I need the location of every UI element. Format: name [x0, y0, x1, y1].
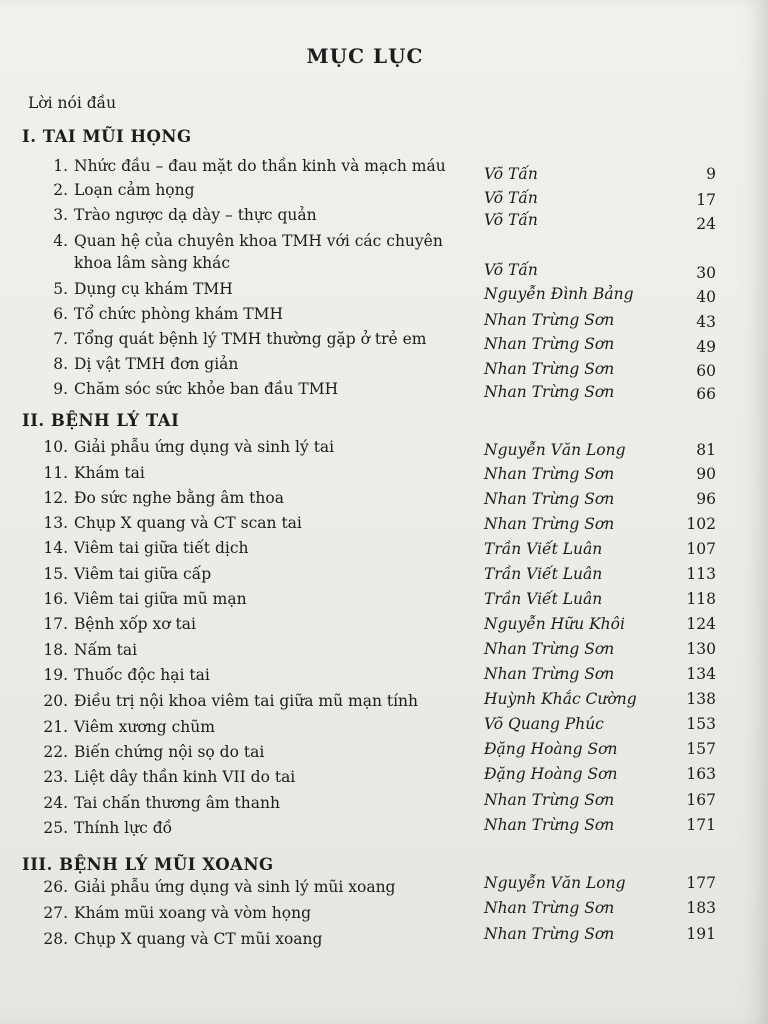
toc-row[interactable]	[0, 206, 760, 232]
toc-title: Điều trị nội khoa viêm tai giữa mũ mạn tính	[74, 692, 419, 710]
toc-number: 21.	[43, 718, 68, 736]
toc-number: 20.	[43, 692, 68, 710]
toc-row[interactable]	[0, 765, 760, 794]
section-heading: I. TAI MŨI HỌNG	[22, 127, 192, 146]
toc-page: 191	[686, 925, 716, 943]
toc-author: Nhan Trừng Sơn	[484, 360, 615, 378]
toc-author: Nguyễn Đình Bảng	[484, 285, 634, 303]
toc-page: 40	[696, 288, 716, 306]
toc-row[interactable]	[0, 464, 760, 490]
toc-row[interactable]	[0, 330, 760, 356]
toc-author: Nguyễn Hữu Khôi	[484, 615, 625, 633]
toc-title: Tổ chức phòng khám TMH	[74, 305, 284, 323]
toc-author: Võ Tấn	[484, 165, 538, 183]
toc-page: 107	[686, 540, 716, 558]
toc-page: 183	[686, 899, 716, 917]
toc-author: Võ Tấn	[484, 211, 538, 229]
toc-title: Chăm sóc sức khỏe ban đầu TMH	[74, 380, 339, 398]
toc-number: 27.	[43, 904, 68, 922]
toc-page: 102	[686, 515, 716, 533]
toc-title: Quan hệ của chuyên khoa TMH với các chuyên	[74, 232, 443, 250]
toc-page: 9	[706, 165, 716, 183]
toc-page: 157	[686, 740, 716, 758]
toc-page: 163	[686, 765, 716, 783]
toc-title: Liệt dây thần kinh VII do tai	[74, 768, 296, 786]
section-heading: III. BỆNH LÝ MŨI XOANG	[22, 855, 274, 874]
toc-page: 60	[696, 362, 716, 380]
toc-page: 134	[686, 665, 716, 683]
toc-title-continued: khoa lâm sàng khác	[74, 254, 231, 272]
toc-author: Nhan Trừng Sơn	[484, 640, 615, 658]
toc-number: 19.	[43, 666, 68, 684]
toc-row[interactable]	[0, 816, 760, 845]
toc-row[interactable]	[0, 641, 760, 667]
toc-row[interactable]	[0, 539, 760, 565]
toc-number: 7.	[53, 330, 68, 348]
page-title: MỤC LỤC	[306, 44, 424, 68]
toc-title: Viêm xương chũm	[74, 718, 215, 736]
toc-number: 26.	[43, 878, 68, 896]
toc-page: 118	[686, 590, 716, 608]
toc-row[interactable]	[0, 791, 760, 820]
toc-row[interactable]	[0, 305, 760, 331]
toc-row[interactable]	[0, 590, 760, 616]
toc-author: Võ Tấn	[484, 189, 538, 207]
toc-row[interactable]	[0, 692, 760, 718]
toc-author: Nhan Trừng Sơn	[484, 465, 615, 483]
toc-row[interactable]	[0, 899, 760, 930]
toc-page: 24	[696, 215, 716, 233]
section-heading: II. BỆNH LÝ TAI	[22, 411, 180, 430]
toc-row[interactable]	[0, 514, 760, 540]
toc-number: 13.	[43, 514, 68, 532]
toc-title: Khám tai	[74, 464, 145, 482]
toc-author: Trần Viết Luân	[484, 565, 603, 583]
toc-title: Tổng quát bệnh lý TMH thường gặp ở trẻ em	[74, 330, 427, 348]
toc-title: Thuốc độc hại tai	[74, 666, 210, 684]
toc-number: 8.	[53, 355, 68, 373]
toc-title: Dị vật TMH đơn giản	[74, 355, 239, 373]
toc-number: 3.	[53, 206, 68, 224]
toc-number: 5.	[53, 280, 68, 298]
toc-author: Nhan Trừng Sơn	[484, 490, 615, 508]
toc-author: Nhan Trừng Sơn	[484, 925, 615, 943]
toc-author: Nhan Trừng Sơn	[484, 311, 615, 329]
toc-number: 4.	[53, 232, 68, 250]
toc-title: Nấm tai	[74, 641, 138, 659]
toc-page: 90	[696, 465, 716, 483]
toc-title: Viêm tai giữa tiết dịch	[74, 539, 249, 557]
toc-number: 16.	[43, 590, 68, 608]
toc-number: 23.	[43, 768, 68, 786]
toc-page: 49	[696, 338, 716, 356]
toc-page: 113	[686, 565, 716, 583]
toc-number: 10.	[43, 438, 68, 456]
toc-number: 17.	[43, 615, 68, 633]
toc-author: Huỳnh Khắc Cường	[484, 690, 637, 708]
toc-row[interactable]	[0, 355, 760, 381]
toc-number: 1.	[53, 157, 68, 175]
toc-number: 24.	[43, 794, 68, 812]
toc-title: Giải phẫu ứng dụng và sinh lý tai	[74, 438, 335, 456]
toc-row[interactable]	[0, 489, 760, 515]
toc-row[interactable]	[0, 438, 760, 464]
toc-title: Trào ngược dạ dày – thực quản	[74, 206, 317, 224]
toc-title: Biến chứng nội sọ do tai	[74, 743, 265, 761]
toc-number: 15.	[43, 565, 68, 583]
toc-title: Viêm tai giữa cấp	[74, 565, 212, 583]
toc-author: Đặng Hoàng Sơn	[484, 740, 618, 758]
toc-number: 12.	[43, 489, 68, 507]
toc-page: 96	[696, 490, 716, 508]
toc-title: Bệnh xốp xơ tai	[74, 615, 196, 633]
toc-author: Nguyễn Văn Long	[484, 874, 626, 892]
toc-row[interactable]	[0, 565, 760, 591]
toc-author: Trần Viết Luân	[484, 540, 603, 558]
toc-page: 81	[696, 441, 716, 459]
toc-title: Tai chấn thương âm thanh	[74, 794, 280, 812]
preface-entry: Lời nói đầu	[28, 94, 117, 112]
toc-author: Đặng Hoàng Sơn	[484, 765, 618, 783]
toc-author: Nguyễn Văn Long	[484, 441, 626, 459]
toc-author: Nhan Trừng Sơn	[484, 383, 615, 401]
toc-author: Nhan Trừng Sơn	[484, 335, 615, 353]
toc-title: Khám mũi xoang và vòm họng	[74, 904, 311, 922]
toc-page: 177	[686, 874, 716, 892]
toc-row[interactable]	[0, 380, 760, 406]
toc-page: 153	[686, 715, 716, 733]
toc-page: 17	[696, 191, 716, 209]
toc-number: 9.	[53, 380, 68, 398]
toc-title: Chụp X quang và CT scan tai	[74, 514, 302, 532]
toc-number: 22.	[43, 743, 68, 761]
toc-title: Đo sức nghe bằng âm thoa	[74, 489, 284, 507]
toc-author: Nhan Trừng Sơn	[484, 515, 615, 533]
toc-row[interactable]	[0, 925, 760, 956]
toc-author: Nhan Trừng Sơn	[484, 816, 615, 834]
toc-title: Dụng cụ khám TMH	[74, 280, 233, 298]
toc-page: 138	[686, 690, 716, 708]
toc-author: Nhan Trừng Sơn	[484, 899, 615, 917]
toc-number: 25.	[43, 819, 68, 837]
toc-row[interactable]	[0, 715, 760, 744]
toc-number: 6.	[53, 305, 68, 323]
toc-page: 30	[696, 264, 716, 282]
toc-row[interactable]	[0, 666, 760, 692]
toc-author: Trần Viết Luân	[484, 590, 603, 608]
toc-title: Loạn cảm họng	[74, 181, 195, 199]
toc-number: 14.	[43, 539, 68, 557]
toc-title: Nhức đầu – đau mặt do thần kinh và mạch máu	[74, 157, 446, 175]
toc-title: Viêm tai giữa mũ mạn	[74, 590, 247, 608]
toc-page: 124	[686, 615, 716, 633]
toc-number: 28.	[43, 930, 68, 948]
toc-title: Giải phẫu ứng dụng và sinh lý mũi xoang	[74, 878, 396, 896]
toc-row[interactable]	[0, 181, 760, 207]
toc-page: 130	[686, 640, 716, 658]
toc-number: 11.	[43, 464, 68, 482]
toc-row[interactable]	[0, 157, 760, 183]
toc-row[interactable]	[0, 874, 760, 904]
toc-author: Nhan Trừng Sơn	[484, 665, 615, 683]
toc-page: 66	[696, 385, 716, 403]
toc-row[interactable]	[0, 232, 760, 280]
toc-row[interactable]	[0, 740, 760, 769]
toc-author: Võ Tấn	[484, 261, 538, 279]
toc-row[interactable]	[0, 615, 760, 641]
toc-row[interactable]	[0, 280, 760, 306]
toc-number: 2.	[53, 181, 68, 199]
toc-page: 171	[686, 816, 716, 834]
toc-page: 43	[696, 313, 716, 331]
toc-title: Thính lực đồ	[74, 819, 173, 837]
toc-author: Võ Quang Phúc	[484, 715, 604, 733]
toc-author: Nhan Trừng Sơn	[484, 791, 615, 809]
toc-title: Chụp X quang và CT mũi xoang	[74, 930, 323, 948]
toc-number: 18.	[43, 641, 68, 659]
toc-page: 167	[686, 791, 716, 809]
